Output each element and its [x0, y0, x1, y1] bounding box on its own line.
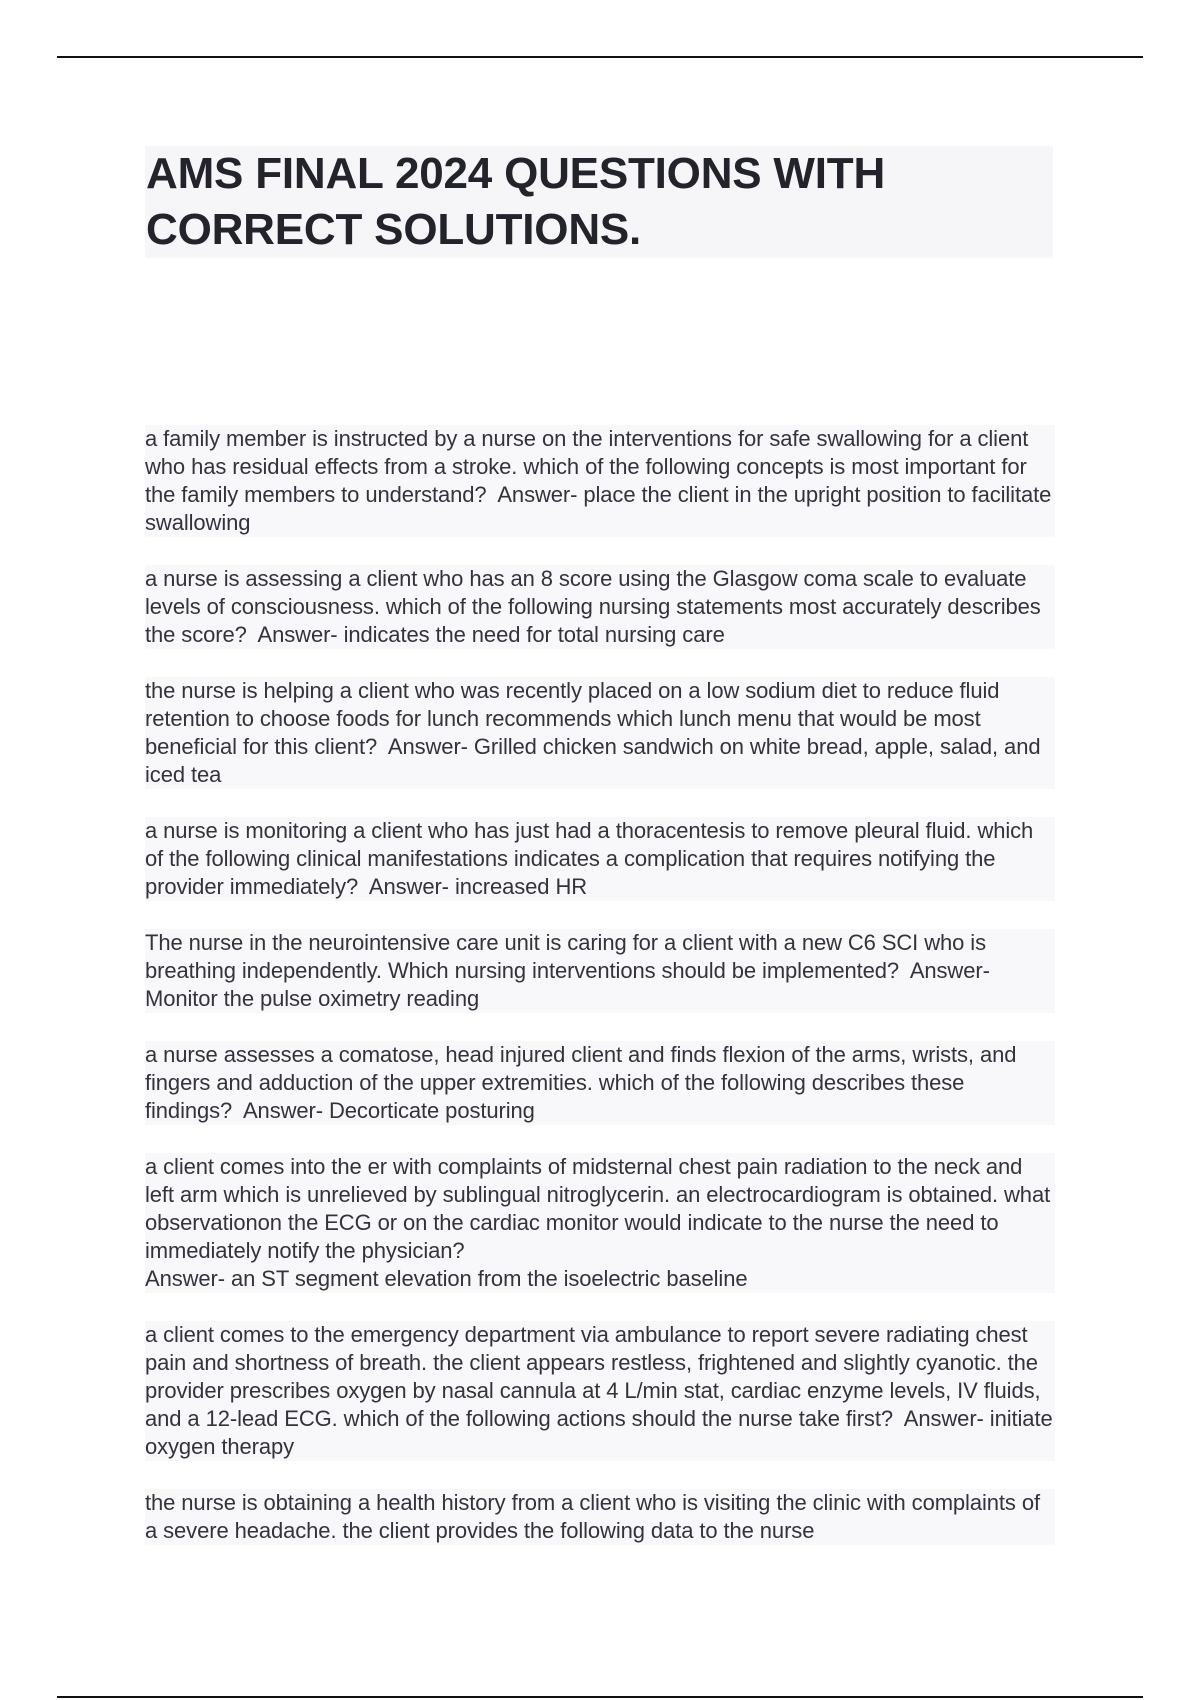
qa-list [145, 425, 1055, 1573]
answer-text: increased HR [454, 874, 588, 899]
answer-prefix: Answer- [242, 1098, 323, 1123]
answer-prefix: Answer- [497, 482, 578, 507]
question-text: a nurse assesses a comatose, head injured client and finds flexion of the arms, wrists, and fingers and adduction of the upper extremities. which of the following describes these findings? [145, 1042, 1017, 1123]
qa-item-5 [145, 929, 1055, 1013]
qa-item-9 [145, 1489, 1055, 1545]
answer-text: initiate oxygen therapy [145, 1406, 1053, 1459]
answer-prefix: Answer- [903, 1406, 984, 1431]
qa-item-8 [145, 1321, 1055, 1461]
top-rule [57, 56, 1143, 58]
question-text: the nurse is helping a client who was recently placed on a low sodium diet to reduce fluid retention to choose foods for lunch recommends which lunch menu that would be most beneficial for this client? [145, 678, 1000, 759]
qa-item-6 [145, 1041, 1055, 1125]
answer-prefix: Answer- [368, 874, 449, 899]
qa-item-7 [145, 1153, 1055, 1293]
page-title: AMS FINAL 2024 QUESTIONS WITH CORRECT SOLUTIONS. [146, 149, 886, 254]
question-text: a family member is instructed by a nurse on the interventions for safe swallowing for a client who has residual effects from a stroke. which of the following concepts is most important for the family members to understand? [145, 426, 1029, 507]
qa-item-2 [145, 565, 1055, 649]
question-text: The nurse in the neurointensive care unit is caring for a client with a new C6 SCI who is breathing independently. Which nursing interventions should be implemented? [145, 930, 986, 983]
question-text: a nurse is monitoring a client who has just had a thoracentesis to remove pleural fluid. which of the following clinical manifestations indicates a complication that requires notifying the provider immediately? [145, 818, 1034, 899]
answer-prefix: Answer- [145, 1266, 225, 1291]
answer-prefix: Answer- [909, 958, 990, 983]
question-text: the nurse is obtaining a health history from a client who is visiting the clinic with complaints of a severe headache. the client provides the following data to the nurse [145, 1490, 1040, 1543]
question-text: a nurse is assessing a client who has an 8 score using the Glasgow coma scale to evaluate levels of consciousness. which of the following nursing statements most accurately describes the score? [145, 566, 1041, 647]
answer-text: place the client in the upright position to facilitate swallowing [145, 482, 1052, 535]
qa-item-1 [145, 425, 1055, 537]
answer-prefix: Answer- [257, 622, 338, 647]
answer-text: Monitor the pulse oximetry reading [145, 986, 480, 1011]
title-block [145, 146, 1053, 258]
question-text: a client comes into the er with complaints of midsternal chest pain radiation to the neck and left arm which is unrelieved by sublingual nitroglycerin. an electrocardiogram is obtained. what observationon the ECG or on the cardiac monitor would indicate to the nurse the need to immediately notify the physician? [145, 1154, 1051, 1263]
answer-text: an ST segment elevation from the isoelectric baseline [231, 1266, 748, 1291]
qa-item-3 [145, 677, 1055, 789]
question-text: a client comes to the emergency department via ambulance to report severe radiating chest pain and shortness of breath. the client appears restless, frightened and slightly cyanotic. the provider prescribes oxygen by nasal cannula at 4 L/min stat, cardiac enzyme levels, IV fluids, and a 12-lead ECG. which of the following actions should the nurse take first? [145, 1322, 1041, 1431]
answer-text: Decorticate posturing [329, 1098, 535, 1123]
answer-text: indicates the need for total nursing care [343, 622, 725, 647]
answer-text: Grilled chicken sandwich on white bread, apple, salad, and iced tea [145, 734, 1041, 787]
bottom-rule [57, 1696, 1143, 1698]
qa-item-4 [145, 817, 1055, 901]
answer-prefix: Answer- [387, 734, 468, 759]
